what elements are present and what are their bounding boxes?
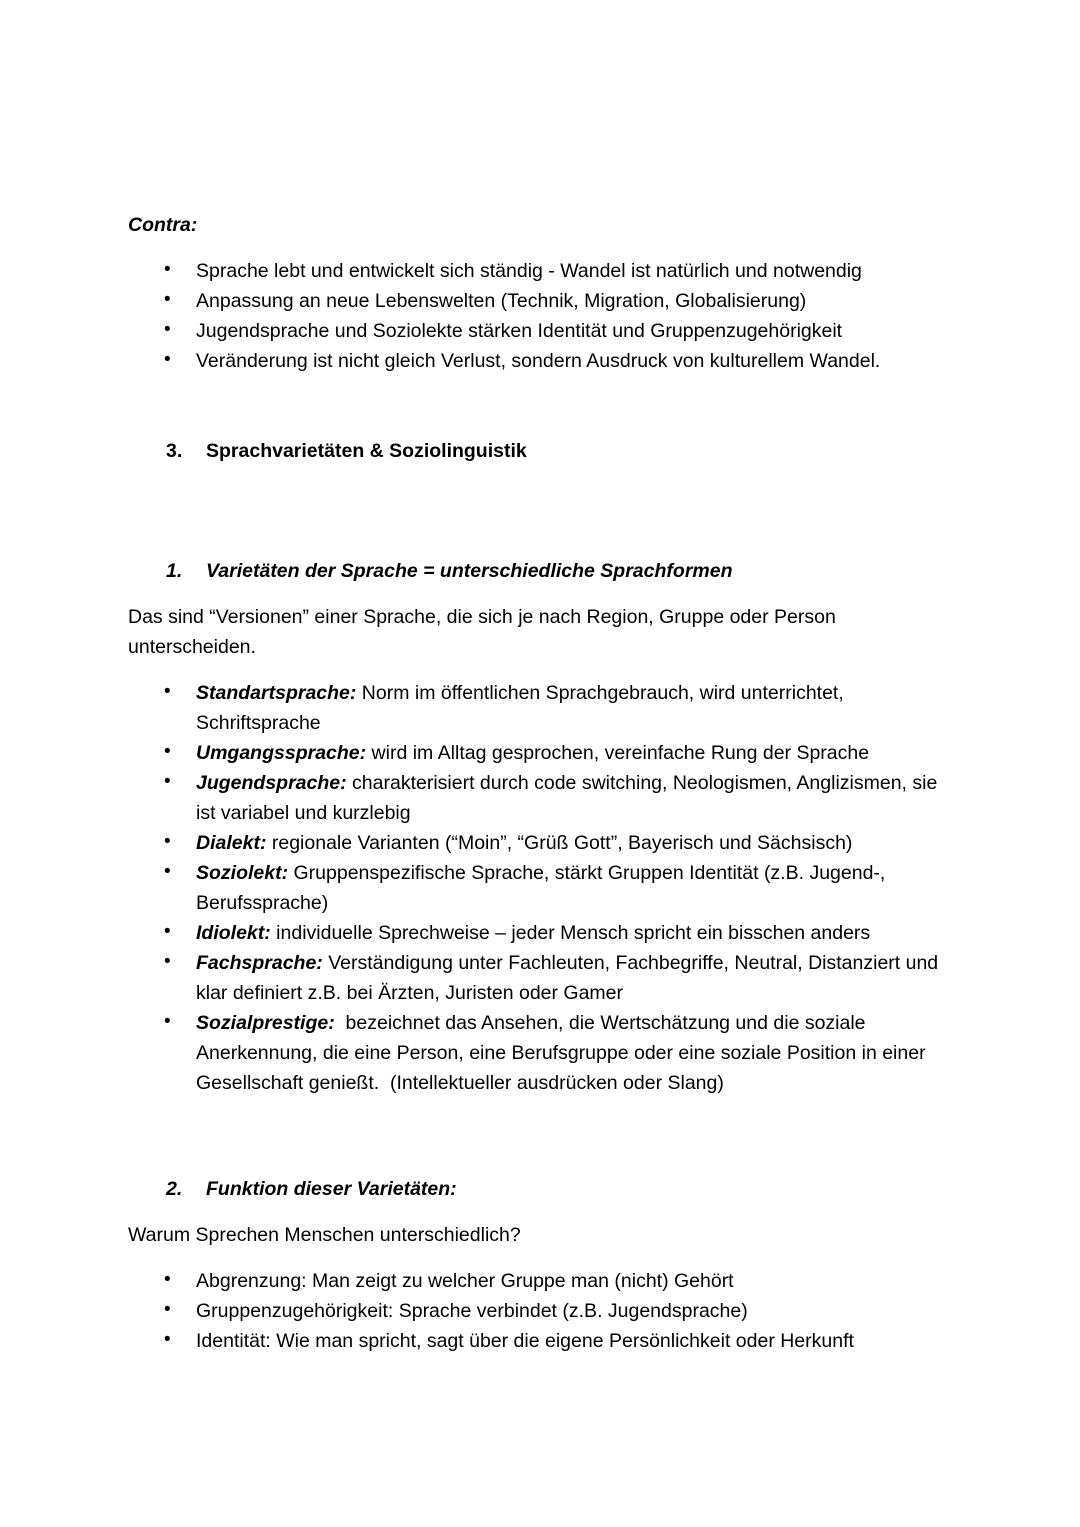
subsection-1-intro: Das sind “Versionen” einer Sprache, die sich je nach Region, Gruppe oder Person unterscheiden. — [128, 606, 836, 658]
term-label: Fachsprache: — [196, 952, 323, 974]
list-item: • Anpassung an neue Lebenswelten (Technik, Migration, Globalisierung) — [128, 286, 958, 316]
contra-heading: Contra: — [128, 214, 198, 236]
section-3-number: 3. — [166, 440, 183, 462]
subsection-1-title: Varietäten der Sprache = unterschiedliche Sprachformen — [206, 560, 733, 582]
term-label: Umgangssprache: — [196, 742, 367, 764]
term-description: regionale Varianten (“Moin”, “Grüß Gott”, Bayerisch und Sächsisch) — [266, 832, 853, 854]
spacer — [128, 240, 958, 256]
spacer — [128, 1098, 958, 1158]
subsection-1-number: 1. — [166, 560, 183, 582]
term-label: Dialekt: — [196, 832, 267, 854]
term-label: Idiolekt: — [196, 922, 271, 944]
section-3-heading — [166, 436, 958, 466]
list-item: • Identität: Wie man spricht, sagt über die eigene Persönlichkeit oder Herkunft — [128, 1326, 958, 1356]
list-item-fachsprache — [128, 948, 958, 1008]
spacer — [128, 1250, 958, 1266]
list-item-soziolekt — [128, 858, 958, 918]
subsection-2-intro: Warum Sprechen Menschen unterschiedlich? — [128, 1224, 521, 1246]
list-item-jugendsprache — [128, 768, 958, 828]
list-item: • Sprache lebt und entwickelt sich ständig - Wandel ist natürlich und notwendig — [128, 256, 958, 286]
term-description: individuelle Sprechweise – jeder Mensch spricht ein bisschen anders — [270, 922, 871, 944]
subsection-2-number: 2. — [166, 1178, 183, 1200]
subsection-2-title: Funktion dieser Varietäten: — [206, 1178, 457, 1200]
list-item-idiolekt — [128, 918, 958, 948]
spacer — [128, 526, 958, 556]
contra-bullet-list — [128, 256, 958, 376]
list-item: • Jugendsprache und Soziolekte stärken Identität und Gruppenzugehörigkeit — [128, 316, 958, 346]
list-item-umgangssprache — [128, 738, 958, 768]
term-description: Norm im öffentlichen Sprachgebrauch, wird unterrichtet, Schriftsprache — [196, 682, 850, 734]
spacer — [128, 1158, 958, 1174]
list-item: • Abgrenzung: Man zeigt zu welcher Gruppe man (nicht) Gehört — [128, 1266, 958, 1296]
spacer — [128, 466, 958, 526]
list-item-sozialprestige — [128, 1008, 958, 1098]
spacer — [128, 376, 958, 436]
term-label: Standartsprache: — [196, 682, 357, 704]
varieties-list — [128, 678, 958, 1098]
spacer — [128, 586, 958, 602]
term-description: Gruppenspezifische Sprache, stärkt Gruppen Identität (z.B. Jugend-, Berufssprache) — [196, 862, 891, 914]
term-description: Verständigung unter Fachleuten, Fachbegriffe, Neutral, Distanziert und klar definiert z.B. bei Ärzten, Juristen oder Gamer — [196, 952, 944, 1004]
term-description: wird im Alltag gesprochen, vereinfache Rung der Sprache — [366, 742, 870, 764]
term-label: Sozialprestige: — [196, 1012, 335, 1034]
spacer — [128, 1204, 958, 1220]
list-item: • Veränderung ist nicht gleich Verlust, sondern Ausdruck von kulturellem Wandel. — [128, 346, 958, 376]
section-3-title: Sprachvarietäten & Soziolinguistik — [206, 440, 527, 462]
term-description: bezeichnet das Ansehen, die Wertschätzung und die soziale Anerkennung, die eine Person, eine Berufsgruppe oder eine soziale Position in einer Gesellschaft genießt. (Intellektueller ausdrücken oder Slang) — [196, 1012, 931, 1094]
list-item: • Gruppenzugehörigkeit: Sprache verbindet (z.B. Jugendsprache) — [128, 1296, 958, 1326]
subsection-1-heading — [166, 556, 958, 586]
list-item-dialekt — [128, 828, 958, 858]
funktion-bullet-list — [128, 1266, 958, 1356]
list-item-standartsprache — [128, 678, 958, 738]
document-body — [128, 210, 958, 1356]
term-label: Jugendsprache: — [196, 772, 347, 794]
term-label: Soziolekt: — [196, 862, 289, 884]
term-description: charakterisiert durch code switching, Neologismen, Anglizismen, sie ist variabel und kurzlebig — [196, 772, 943, 824]
spacer — [128, 662, 958, 678]
subsection-2-heading — [166, 1174, 958, 1204]
